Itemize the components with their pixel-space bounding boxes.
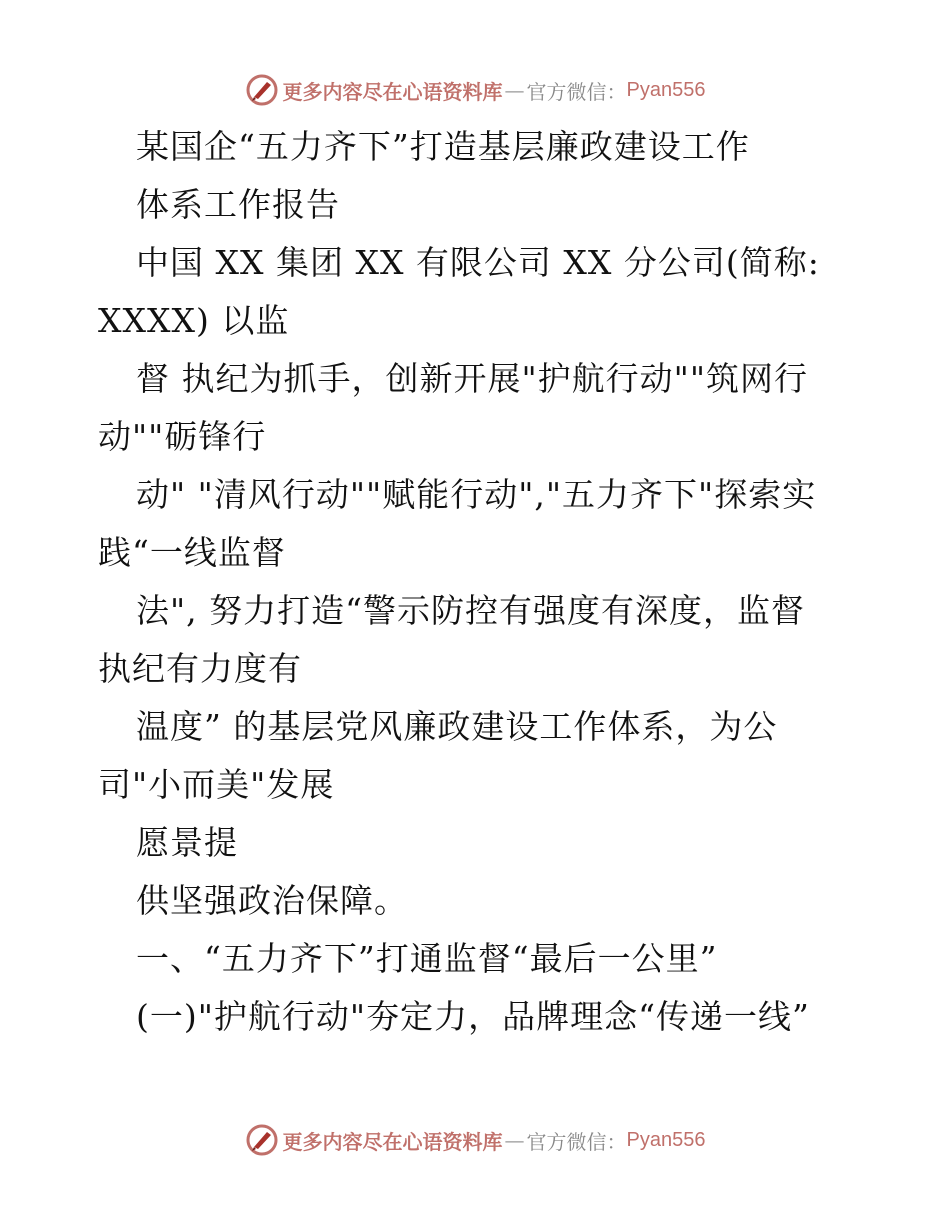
doc-title-line-2: 体系工作报告 [136,185,340,224]
doc-subsection-heading: (一)"护航行动"夯定力，品牌理念“传递一线” [136,997,810,1036]
watermark-site-text: 更多内容尽在心语资料库 [282,1129,503,1154]
watermark-banner-bottom [0,1120,950,1160]
watermark-site-text: 更多内容尽在心语资料库 [282,79,503,104]
doc-paragraph-line: 司"小而美"发展 [98,765,335,804]
watermark-wechat-id: Pyan556 [626,1128,706,1151]
watermark-wechat-label: 官方微信： [526,79,627,104]
doc-paragraph-line: 温度” 的基层党风廉政建设工作体系，为公 [136,707,778,746]
doc-paragraph-line: XXXX) 以监 [98,301,290,340]
doc-paragraph-line: 愿景提 [136,823,238,862]
doc-title-line-1: 某国企“五力齐下”打造基层廉政建设工作 [136,127,750,166]
watermark-dash: — [504,1128,525,1152]
doc-paragraph-line: 动""砺锋行 [98,417,267,456]
doc-paragraph-line: 供坚强政治保障。 [136,881,408,920]
doc-paragraph-line: 动" "清风行动""赋能行动","五力齐下"探索实 [136,475,817,514]
doc-section-heading: 一、“五力齐下”打通监督“最后一公里” [136,939,718,978]
quill-logo-icon [245,73,279,107]
watermark-wechat-label: 官方微信： [526,1129,627,1154]
quill-logo-icon [245,1123,279,1157]
doc-paragraph-line: 中国 XX 集团 XX 有限公司 XX 分公司(简称: [136,243,820,282]
doc-paragraph-line: 督 执纪为抓手，创新开展"护航行动""筑网行 [136,359,809,398]
watermark-banner-top [0,70,950,110]
watermark-dash: — [504,78,525,102]
watermark-wechat-id: Pyan556 [626,78,706,101]
doc-paragraph-line: 践“一线监督 [98,533,286,572]
doc-paragraph-line: 法", 努力打造“警示防控有强度有深度，监督 [136,591,806,630]
document-body [98,118,850,1046]
doc-paragraph-line: 执纪有力度有 [98,649,302,688]
